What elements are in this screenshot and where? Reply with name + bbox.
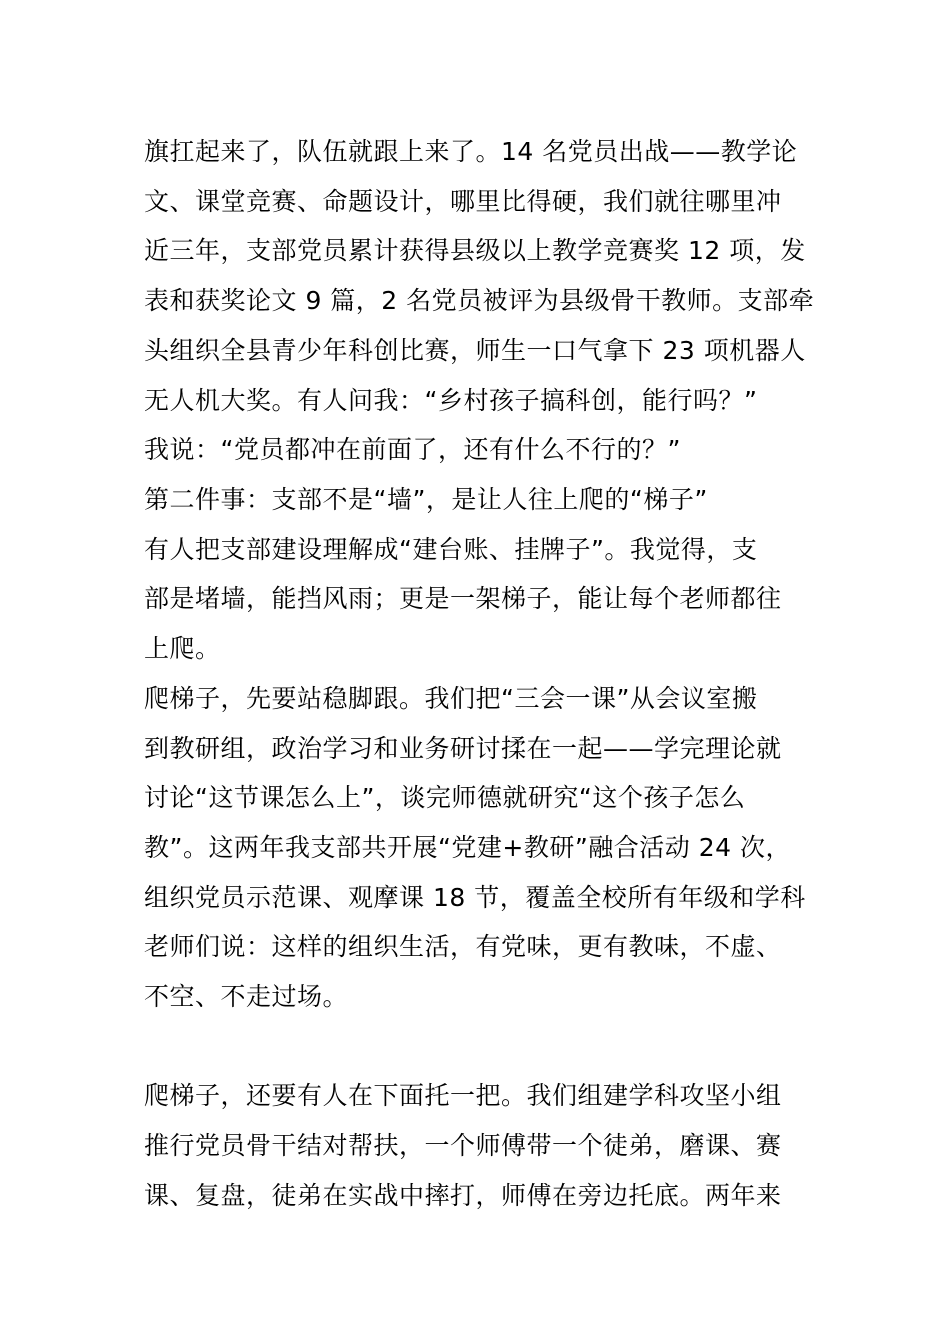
- text-line: 有人把支部建设理解成“建台账、挂牌子”。我觉得，支: [144, 535, 758, 564]
- text-line: 课、复盘，徒弟在实战中摔打，师傅在旁边托底。两年来: [144, 1181, 782, 1210]
- text-line: 近三年，支部党员累计获得县级以上教学竞赛奖 12 项，发: [144, 236, 806, 265]
- text-line: 讨论“这节课怎么上”，谈完师德就研究“这个孩子怎么: [144, 783, 746, 812]
- text-line: 无人机大奖。有人问我：“乡村孩子搞科创，能行吗？”: [144, 386, 758, 415]
- text-line: 到教研组，政治学习和业务研讨揉在一起——学完理论就: [144, 734, 782, 763]
- text-line: 教”。这两年我支部共开展“党建+教研”融合活动 24 次，: [144, 833, 792, 862]
- text-line: 不空、不走过场。: [144, 982, 349, 1011]
- text-line: 旗扛起来了，队伍就跟上来了。14 名党员出战——教学论: [144, 137, 798, 166]
- text-line: 我说：“党员都冲在前面了，还有什么不行的？”: [144, 435, 681, 464]
- text-line: 老师们说：这样的组织生活，有党味，更有教味，不虚、: [144, 932, 782, 961]
- text-line: 部是堵墙，能挡风雨；更是一架梯子，能让每个老师都往: [144, 584, 782, 613]
- text-line: 头组织全县青少年科创比赛，师生一口气拿下 23 项机器人: [144, 336, 806, 365]
- section-heading: 第二件事：支部不是“墙”，是让人往上爬的“梯子”: [144, 485, 708, 514]
- text-line: 表和获奖论文 9 篇，2 名党员被评为县级骨干教师。支部牵: [144, 286, 815, 315]
- text-line: 文、课堂竞赛、命题设计，哪里比得硬，我们就往哪里冲: [144, 187, 782, 216]
- text-line: 爬梯子，先要站稳脚跟。我们把“三会一课”从会议室搬: [144, 684, 758, 713]
- text-line: 组织党员示范课、观摩课 18 节，覆盖全校所有年级和学科: [144, 883, 806, 912]
- text-line: 爬梯子，还要有人在下面托一把。我们组建学科攻坚小组: [144, 1081, 782, 1110]
- text-line: 上爬。: [144, 634, 221, 663]
- text-line: 推行党员骨干结对帮扶，一个师傅带一个徒弟，磨课、赛: [144, 1131, 782, 1160]
